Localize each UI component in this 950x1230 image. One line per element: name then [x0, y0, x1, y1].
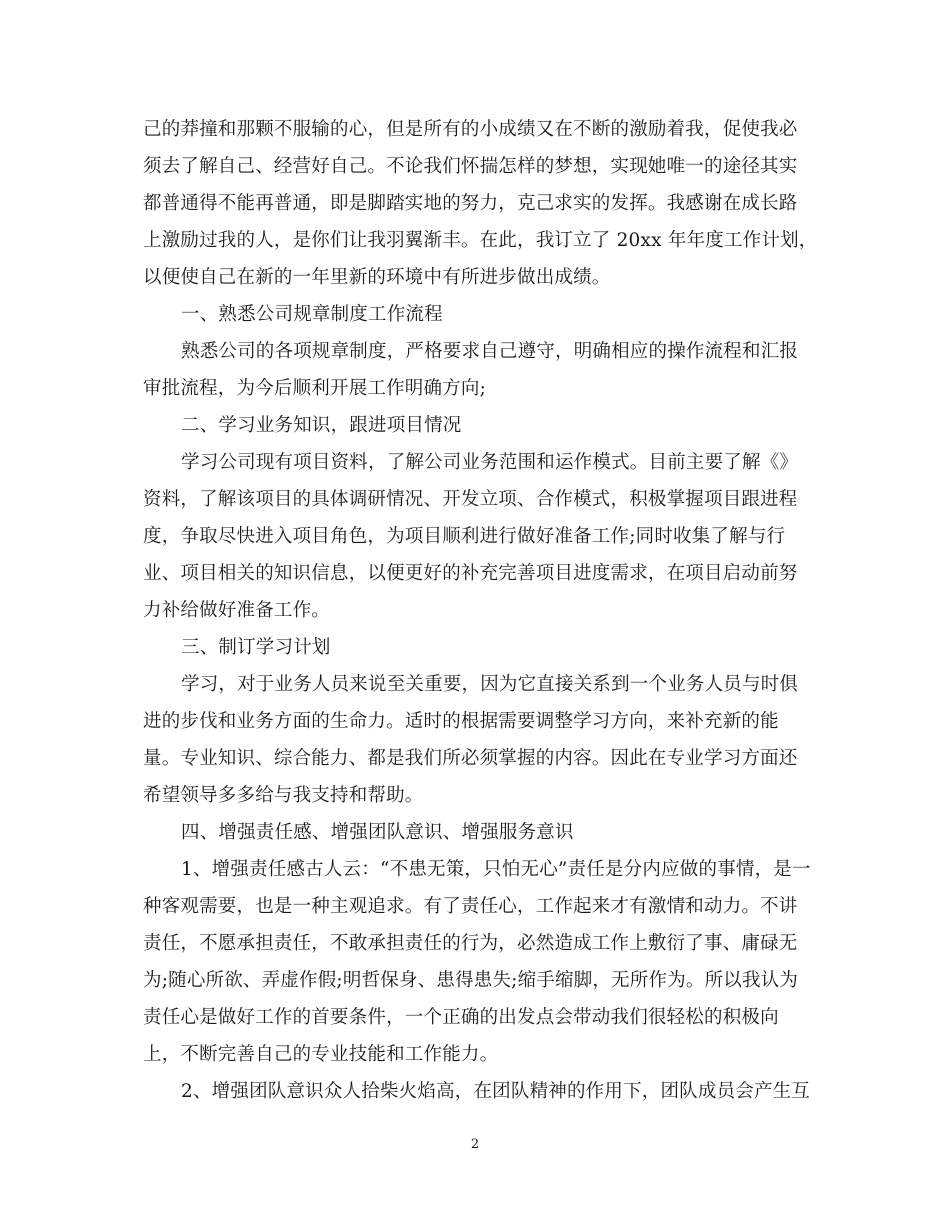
text-line: 力补给做好准备工作。	[143, 600, 331, 621]
paragraph-section-2	[143, 444, 808, 629]
text-line: 进的步伐和业务方面的生命力。适时的根据需要调整学习方向，来补充新的能	[143, 711, 779, 732]
document-body	[143, 111, 818, 1110]
paragraph-intro-continued	[143, 111, 818, 296]
section-heading-4	[143, 814, 808, 851]
paragraph-section-1	[143, 333, 808, 407]
text-line: 量。专业知识、综合能力、都是我们所必须掌握的内容。因此在专业学习方面还	[143, 748, 798, 769]
paragraph-responsibility	[143, 851, 811, 1073]
text-line: 学习，对于业务人员来说至关重要，因为它直接关系到一个业务人员与时俱	[181, 674, 799, 695]
text-line: 己的莽撞和那颗不服输的心，但是所有的小成绩又在不断的激励着我，促使我必	[143, 119, 798, 140]
heading-text: 一、熟悉公司规章制度工作流程	[181, 304, 443, 325]
section-heading-3	[143, 629, 808, 666]
heading-text: 三、制订学习计划	[181, 637, 331, 658]
text-line: 2、增强团队意识众人拾柴火焰高，在团队精神的作用下，团队成员会产生互	[181, 1081, 811, 1102]
paragraph-section-3	[143, 666, 808, 814]
text-line: 资料，了解该项目的具体调研情况、开发立项、合作模式，积极掌握项目跟进程	[143, 489, 798, 510]
page-number: 2	[470, 1137, 480, 1152]
text-line: 审批流程，为今后顺利开展工作明确方向;	[143, 378, 487, 399]
text-line: 业、项目相关的知识信息，以便更好的补充完善项目进度需求，在项目启动前努	[143, 563, 798, 584]
text-line: 上，不断完善自己的专业技能和工作能力。	[143, 1044, 499, 1065]
text-line: 希望领导多多给与我支持和帮助。	[143, 785, 424, 806]
text-line: 度，争取尽快进入项目角色，为项目顺利进行做好准备工作;同时收集了解与行	[143, 526, 786, 547]
heading-text: 二、学习业务知识，跟进项目情况	[181, 415, 462, 436]
text-line: 都普通得不能再普通，即是脚踏实地的努力，克己求实的发挥。我感谢在成长路	[143, 193, 798, 214]
text-line: 熟悉公司的各项规章制度，严格要求自己遵守，明确相应的操作流程和汇报	[181, 341, 799, 362]
text-line: 种客观需要，也是一种主观追求。有了责任心，工作起来才有激情和动力。不讲	[143, 896, 798, 917]
heading-text: 四、增强责任感、增强团队意识、增强服务意识	[181, 822, 574, 843]
text-line: 1、增强责任感古人云：“不患无策，只怕无心”责任是分内应做的事情，是一	[181, 859, 811, 880]
paragraph-teamwork	[143, 1073, 811, 1110]
text-line: 为;随心所欲、弄虚作假;明哲保身、患得患失;缩手缩脚，无所作为。所以我认为	[143, 970, 799, 991]
text-line: 须去了解自己、经营好自己。不论我们怀揣怎样的梦想，实现她唯一的途径其实	[143, 156, 798, 177]
section-heading-2	[143, 407, 808, 444]
text-line: 上激励过我的人，是你们让我羽翼渐丰。在此，我订立了 20xx 年年度工作计划，	[143, 230, 818, 251]
section-heading-1	[143, 296, 808, 333]
text-line: 以便使自己在新的一年里新的环境中有所进步做出成绩。	[143, 267, 611, 288]
text-line: 学习公司现有项目资料，了解公司业务范围和运作模式。目前主要了解《》	[181, 452, 799, 473]
text-line: 责任心是做好工作的首要条件，一个正确的出发点会带动我们很轻松的积极向	[143, 1007, 779, 1028]
text-line: 责任，不愿承担责任，不敢承担责任的行为，必然造成工作上敷衍了事、庸碌无	[143, 933, 798, 954]
